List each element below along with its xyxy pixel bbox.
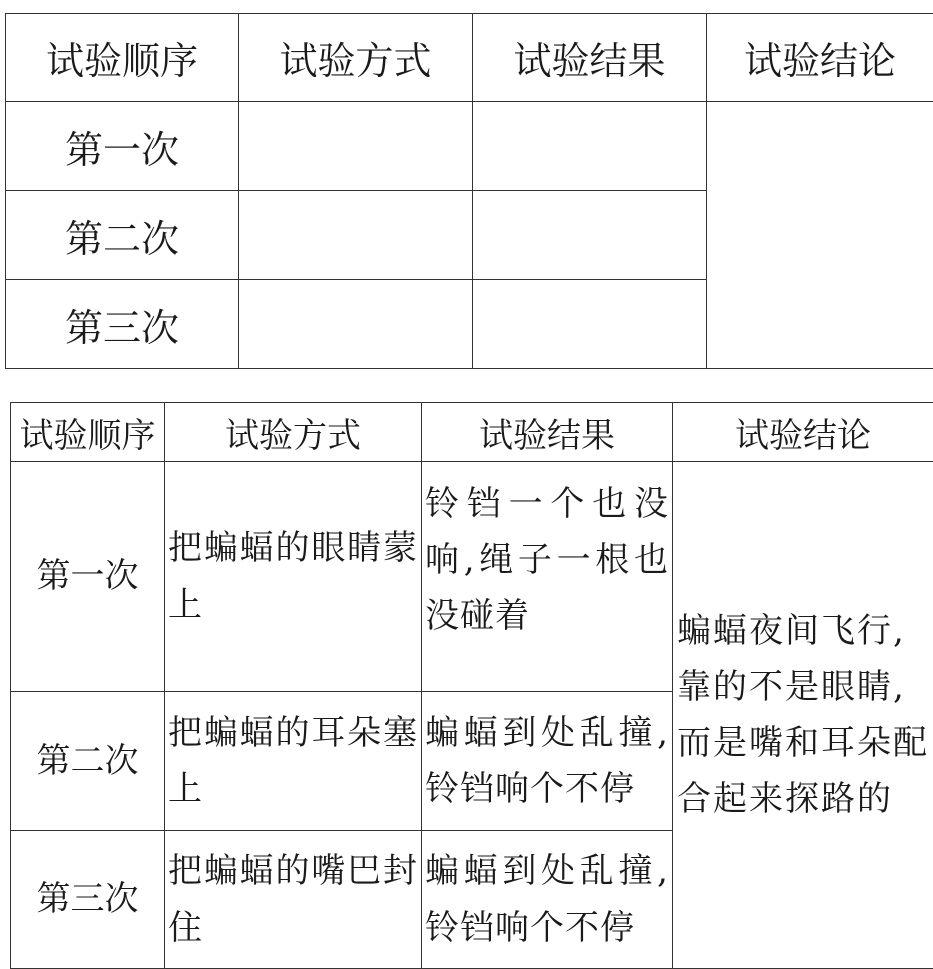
method-cell: 把蝙蝠的嘴巴封住: [165, 831, 422, 969]
header-conclusion: 试验结论: [707, 14, 933, 102]
row-order: 第三次: [11, 831, 165, 969]
row-order: 第二次: [11, 692, 165, 831]
method-cell-empty: [239, 280, 473, 369]
header-order: 试验顺序: [6, 14, 239, 102]
result-cell-empty: [473, 102, 707, 191]
row-order: 第二次: [6, 191, 239, 280]
result-cell: 铃铛一个也没响,绳子一根也没碰着: [422, 462, 673, 692]
header-row: [11, 403, 933, 462]
table-row: [6, 102, 933, 191]
experiment-table-template: [5, 13, 933, 369]
header-conclusion: 试验结论: [673, 403, 933, 462]
method-cell: 把蝙蝠的眼睛蒙上: [165, 462, 422, 692]
header-result: 试验结果: [422, 403, 673, 462]
row-order: 第一次: [11, 462, 165, 692]
header-method: 试验方式: [239, 14, 473, 102]
method-cell-empty: [239, 191, 473, 280]
table-row: [11, 462, 933, 692]
header-order: 试验顺序: [11, 403, 165, 462]
conclusion-cell-empty: [707, 102, 933, 369]
experiment-table-filled: [10, 402, 933, 969]
method-cell: 把蝙蝠的耳朵塞上: [165, 692, 422, 831]
result-cell-empty: [473, 191, 707, 280]
result-cell: 蝙蝠到处乱撞,铃铛响个不停: [422, 831, 673, 969]
result-cell: 蝙蝠到处乱撞,铃铛响个不停: [422, 692, 673, 831]
row-order: 第三次: [6, 280, 239, 369]
conclusion-cell: 蝙蝠夜间飞行,靠的不是眼睛,而是嘴和耳朵配合起来探路的: [673, 462, 933, 969]
row-order: 第一次: [6, 102, 239, 191]
result-cell-empty: [473, 280, 707, 369]
header-method: 试验方式: [165, 403, 422, 462]
method-cell-empty: [239, 102, 473, 191]
header-result: 试验结果: [473, 14, 707, 102]
header-row: [6, 14, 933, 102]
